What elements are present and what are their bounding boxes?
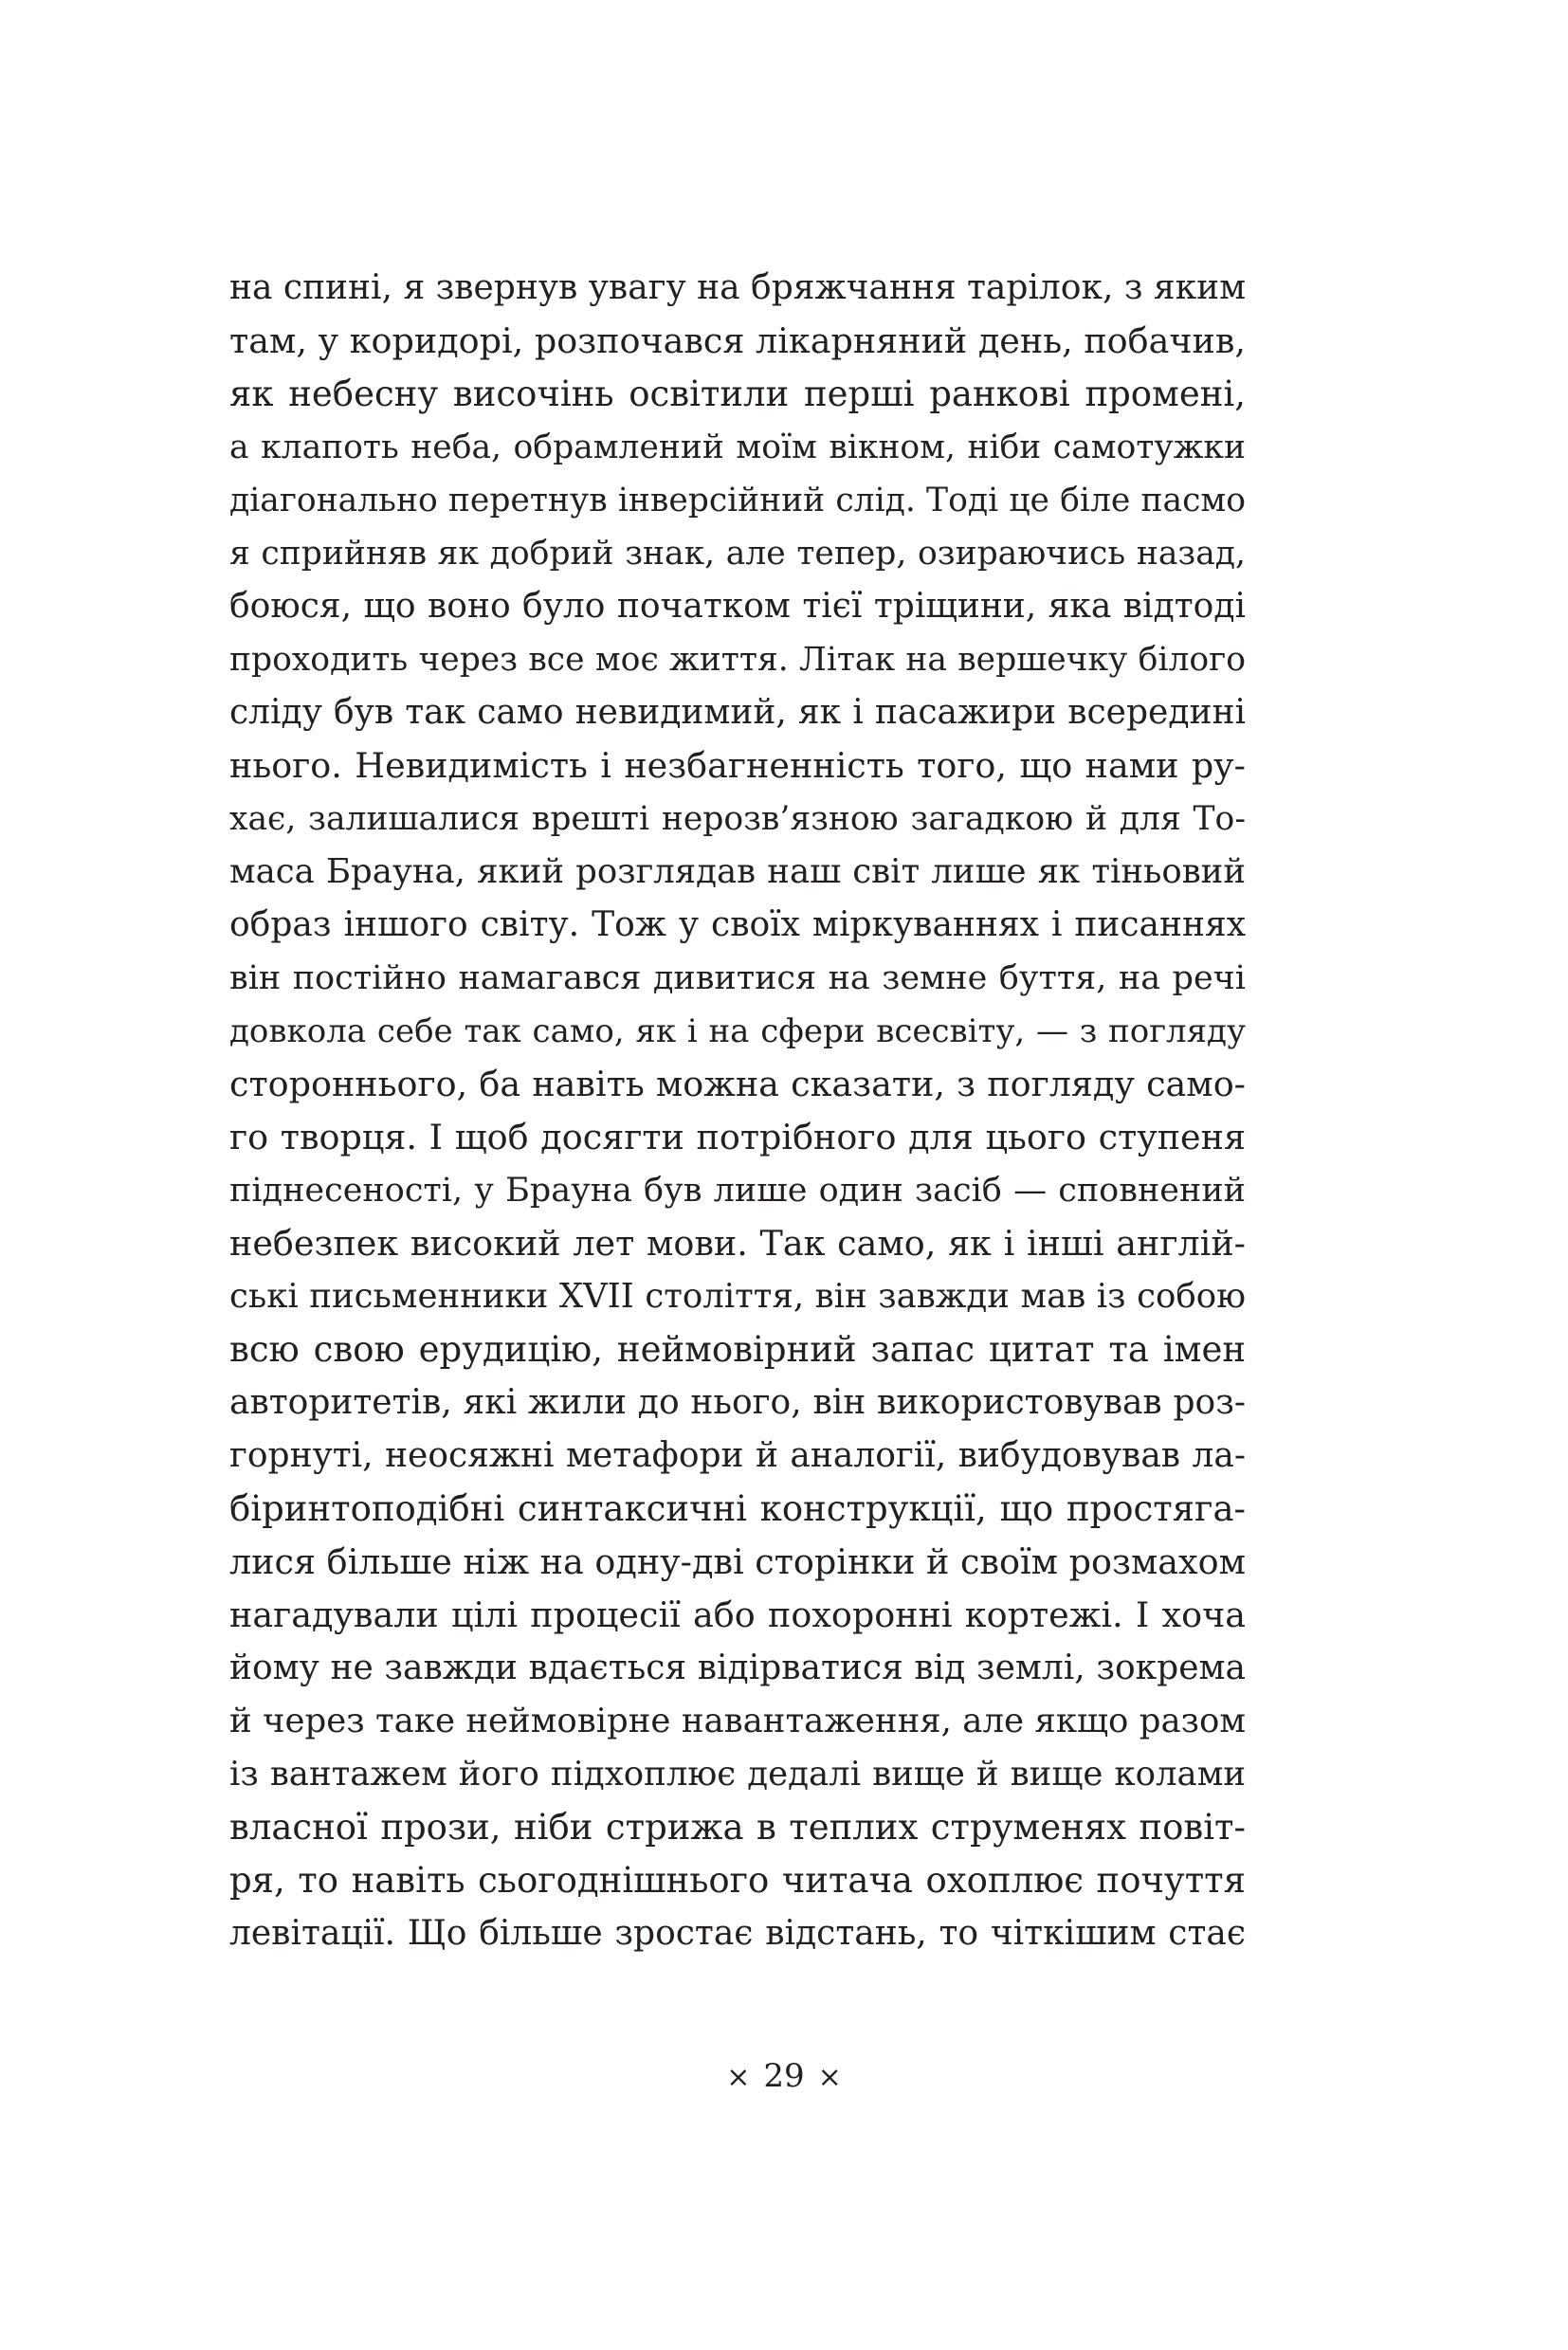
text-line-22: авторитетів, які жили до нього, він використовував роз-	[229, 1383, 1246, 1422]
page-footer	[0, 2052, 1568, 2102]
page-number: 29	[763, 2057, 805, 2095]
ornament-right-icon: ×	[817, 2061, 842, 2094]
text-line-10: нього. Невидимість і незбагненність того, що нами ру-	[229, 745, 1246, 786]
text-line-27: йому не завжди вдається відірватися від землі, зокрема	[229, 1649, 1246, 1687]
text-line-21: всю свою ерудицію, неймовірний запас цитат та імен	[229, 1329, 1246, 1370]
text-line-5: діагонально перетнув інверсійний слід. Тоді це біле пасмо	[229, 482, 1246, 519]
text-line-4: а клапоть неба, обрамлений моїм вікном, ніби самотужки	[229, 428, 1246, 466]
ornament-left-icon: ×	[726, 2061, 751, 2094]
text-line-24: біринтоподібні синтаксичні конструкції, що простяга-	[229, 1488, 1246, 1529]
text-line-30: власної прози, ніби стрижа в теплих струменях повіт-	[229, 1807, 1246, 1848]
text-line-9: сліду був так само невидимий, як і пасажири всередині	[229, 693, 1246, 732]
text-line-2: там, у коридорі, розпочався лікарняний день, побачив,	[229, 320, 1246, 361]
text-line-14: він постійно намагався дивитися на земне буття, на речі	[229, 959, 1246, 997]
text-line-18: піднесеності, у Брауна був лише один засіб — сповнений	[229, 1172, 1246, 1210]
text-line-1: на спині, я звернув увагу на бряжчання тарілок, з яким	[229, 268, 1246, 307]
text-line-17: го творця. І щоб досягти потрібного для цього ступеня	[229, 1117, 1246, 1157]
text-line-29: із вантажем його підхоплює дедалі вище й вище колами	[229, 1755, 1246, 1794]
text-line-6: я сприйняв як добрий знак, але тепер, озираючись назад,	[229, 535, 1246, 573]
text-line-32: левітації. Що більше зростає відстань, то чіткішим стає	[229, 1914, 1246, 1953]
text-line-15: довкола себе так само, як і на сфери всесвіту, — з погляду	[229, 1012, 1246, 1050]
text-line-12: маса Брауна, який розглядав наш світ лише як тіньовий	[229, 852, 1246, 891]
text-line-26: нагадували цілі процесії або похоронні кортежі. І хоча	[229, 1594, 1246, 1635]
text-line-20: ські письменники XVII століття, він завжди мав із собою	[229, 1277, 1246, 1316]
text-line-19: небезпек високий лет мови. Так само, як і інші англій-	[229, 1223, 1246, 1264]
text-line-31: ря, то навіть сьогоднішнього читача охоплює почуття	[229, 1860, 1246, 1901]
text-line-28: й через таке неймовірне навантаження, але якщо разом	[229, 1702, 1246, 1740]
text-line-25: лися більше ніж на одну-дві сторінки й своїм розмахом	[229, 1541, 1246, 1582]
text-line-16: стороннього, ба навіть можна сказати, з погляду само-	[229, 1064, 1246, 1104]
text-line-13: образ іншого світу. Тож у своїх міркуваннях і писаннях	[229, 905, 1246, 944]
text-line-23: горнуті, неосяжні метафори й аналогії, вибудовував ла-	[229, 1436, 1246, 1475]
text-line-3: як небесну височінь освітили перші ранкові промені,	[229, 373, 1246, 414]
text-line-11: хає, залишалися врешті нерозв’язною загадкою й для То-	[229, 800, 1246, 838]
text-line-7: боюся, що воно було початком тієї тріщини, яка відтоді	[229, 587, 1246, 626]
text-line-8: проходить через все моє життя. Літак на вершечку білого	[229, 641, 1246, 679]
body-text	[229, 262, 1246, 1960]
